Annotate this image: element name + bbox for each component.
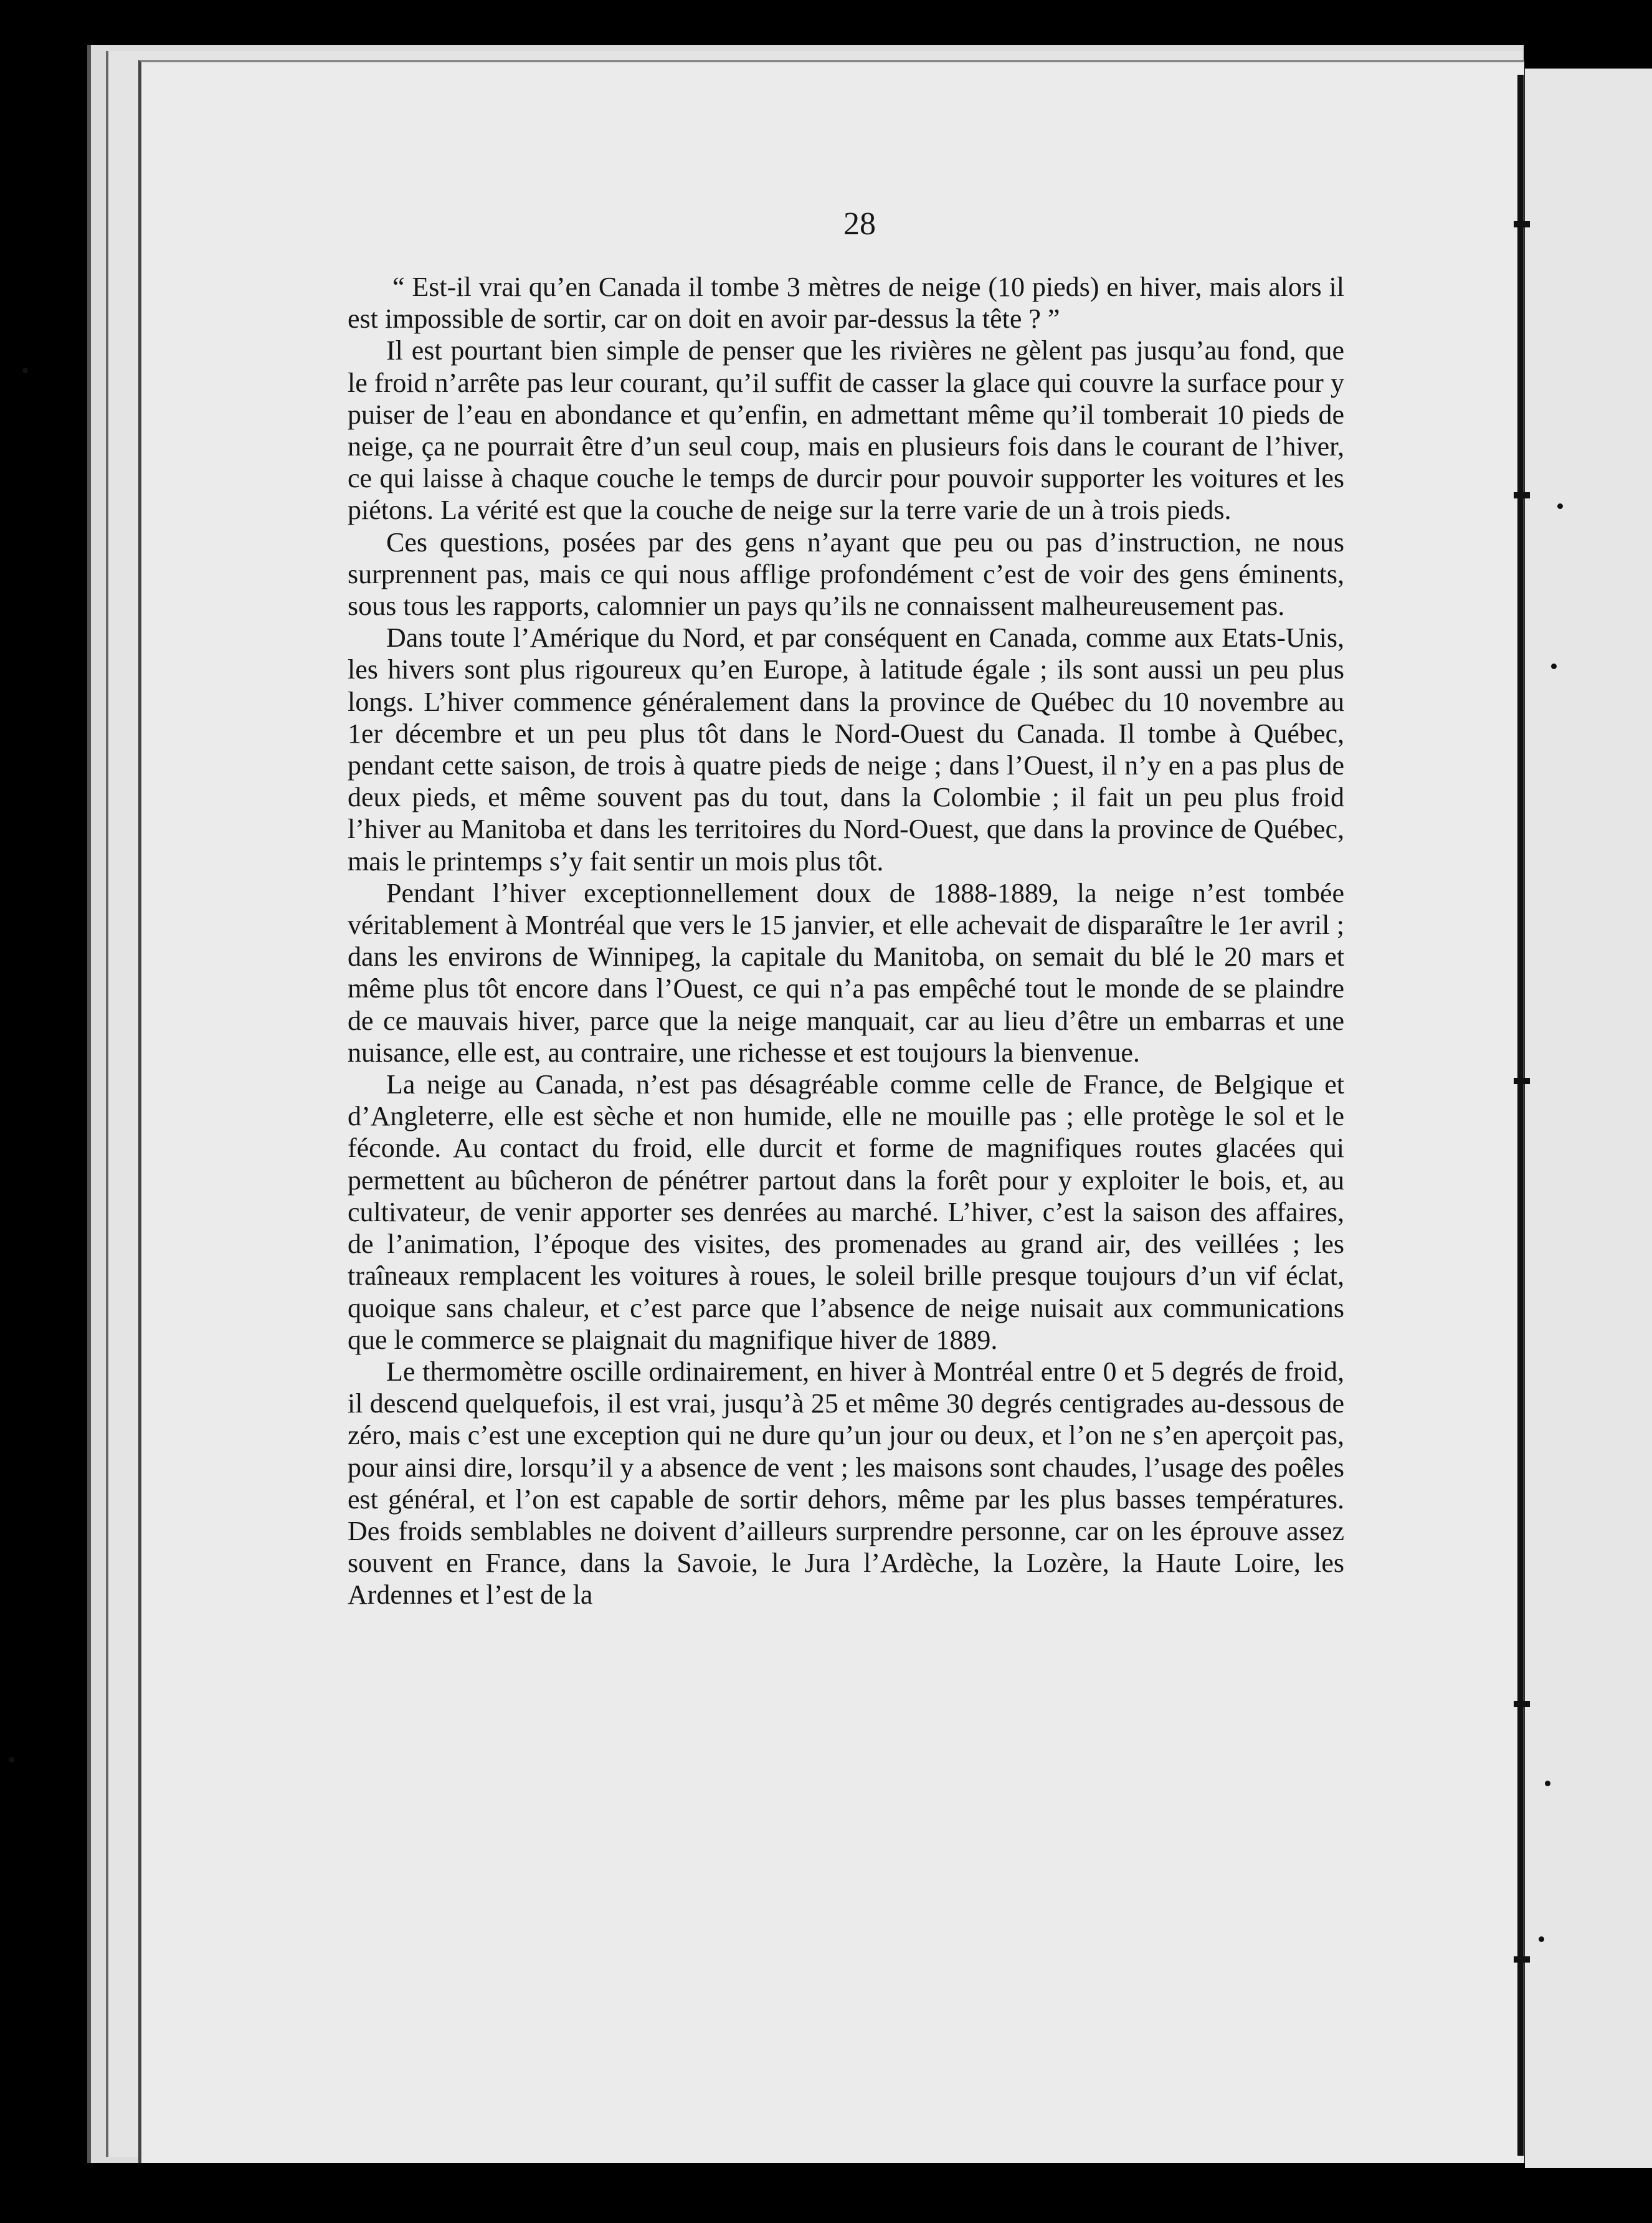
scan-speck — [1539, 1936, 1544, 1942]
paragraph: Le thermomètre oscille ordinairement, en hiver à Montréal entre 0 et 5 degrés de froid, il descend quelquefois, il est vrai, jusqu’à 25 et même 30 degrés centigrades au-dessous de zéro, mais c’est une exception qui ne dure qu’un jour ou deux, et l’on ne s’en aperçoit pas, pour ainsi dire, lorsqu’il y a absence de vent ; les maisons sont chaudes, l’usage des poêles est général, et l’on est capable de sortir dehors, même par les plus basses températures. Des froids semblables ne doivent d’ailleurs surprendre personne, car on les éprouve assez souvent en France, dans la Savoie, le Jura l’Ardèche, la Lozère, la Haute Loire, les Ardennes et l’est de la — [348, 1356, 1344, 1611]
page-number: 28 — [843, 206, 876, 242]
scan-speck — [1557, 503, 1563, 509]
scan-speck — [1545, 1781, 1550, 1786]
binding-thread-mark — [1514, 1078, 1530, 1084]
paragraph: Ces questions, posées par des gens n’ayant que peu ou pas d’instruction, ne nous surprennent pas, mais ce qui nous afflige profondément c’est de voir des gens éminents, sous tous les rapports, calomnier un pays qu’ils ne connaissent malheureusement pas. — [348, 526, 1344, 622]
binding-gutter — [1517, 75, 1524, 2156]
binding-thread-mark — [1514, 492, 1530, 498]
scan-speck — [1551, 664, 1557, 669]
binding-thread-mark — [1514, 221, 1530, 227]
paragraph: Pendant l’hiver exceptionnellement doux de 1888-1889, la neige n’est tombée véritablement à Montréal que vers le 15 janvier, et elle achevait de disparaître le 1er avril ; dans les environs de Winnipeg, la capitale du Manitoba, on semait du blé le 20 mars et même plus tôt encore dans l’Ouest, ce qui n’a pas empêché tout le monde de se plaindre de ce mauvais hiver, parce que la neige manquait, car au lieu d’être un embarras et une nuisance, elle est, au contraire, une richesse et est toujours la bienvenue. — [348, 877, 1344, 1068]
facing-page-edge — [1525, 69, 1652, 2168]
paragraph: “ Est-il vrai qu’en Canada il tombe 3 mètres de neige (10 pieds) en hiver, mais alors il est impossible de sortir, car on doit en avoir par-dessus la tête ? ” — [348, 272, 1344, 335]
paragraph: Dans toute l’Amérique du Nord, et par conséquent en Canada, comme aux Etats-Unis, les hivers sont plus rigoureux qu’en Europe, à latitude égale ; ils sont aussi un peu plus longs. L’hiver commence généralement dans la province de Québec du 10 novembre au 1er décembre et un peu plus tôt dans le Nord-Ouest du Canada. Il tombe à Québec, pendant cette saison, de trois à quatre pieds de neige ; dans l’Ouest, il n’y en a pas plus de deux pieds, et même souvent pas du tout, dans la Colombie ; il fait un peu plus froid l’hiver au Manitoba et dans les territoires du Nord-Ouest, que dans la province de Québec, mais le printemps s’y fait sentir un mois plus tôt. — [348, 622, 1344, 877]
scan-speck — [9, 1757, 14, 1763]
paragraph: La neige au Canada, n’est pas désagréable comme celle de France, de Belgique et d’Angleterre, elle est sèche et non humide, elle ne mouille pas ; elle protège le sol et le féconde. Au contact du froid, elle durcit et forme de magnifiques routes glacées qui permettent au bûcheron de pénétrer partout dans la forêt pour y exploiter le bois, et, au cultivateur, de venir apporter ses denrées au marché. L’hiver, c’est la saison des affaires, de l’animation, l’époque des visites, des promenades au grand air, des veillées ; les traîneaux remplacent les voitures à roues, le soleil brille presque toujours d’un vif éclat, quoique sans chaleur, et c’est parce que l’absence de neige nuisait aux communications que le commerce se plaignait du magnifique hiver de 1889. — [348, 1069, 1344, 1355]
scan-speck — [22, 368, 28, 373]
binding-thread-mark — [1514, 1701, 1530, 1707]
binding-thread-mark — [1514, 1956, 1530, 1963]
paragraph: Il est pourtant bien simple de penser que les rivières ne gèlent pas jusqu’au fond, que le froid n’arrête pas leur courant, qu’il suffit de casser la glace qui couvre la surface pour y puiser de l’eau en abondance et qu’enfin, en admettant même qu’il tomberait 10 pieds de neige, ça ne pourrait être d’un seul coup, mais en plusieurs fois dans le courant de l’hiver, ce qui laisse à chaque couche le temps de durcir pour pouvoir supporter les voitures et les piétons. La vérité est que la couche de neige sur la terre varie de un à trois pieds. — [348, 335, 1344, 526]
body-text — [348, 271, 1344, 1611]
